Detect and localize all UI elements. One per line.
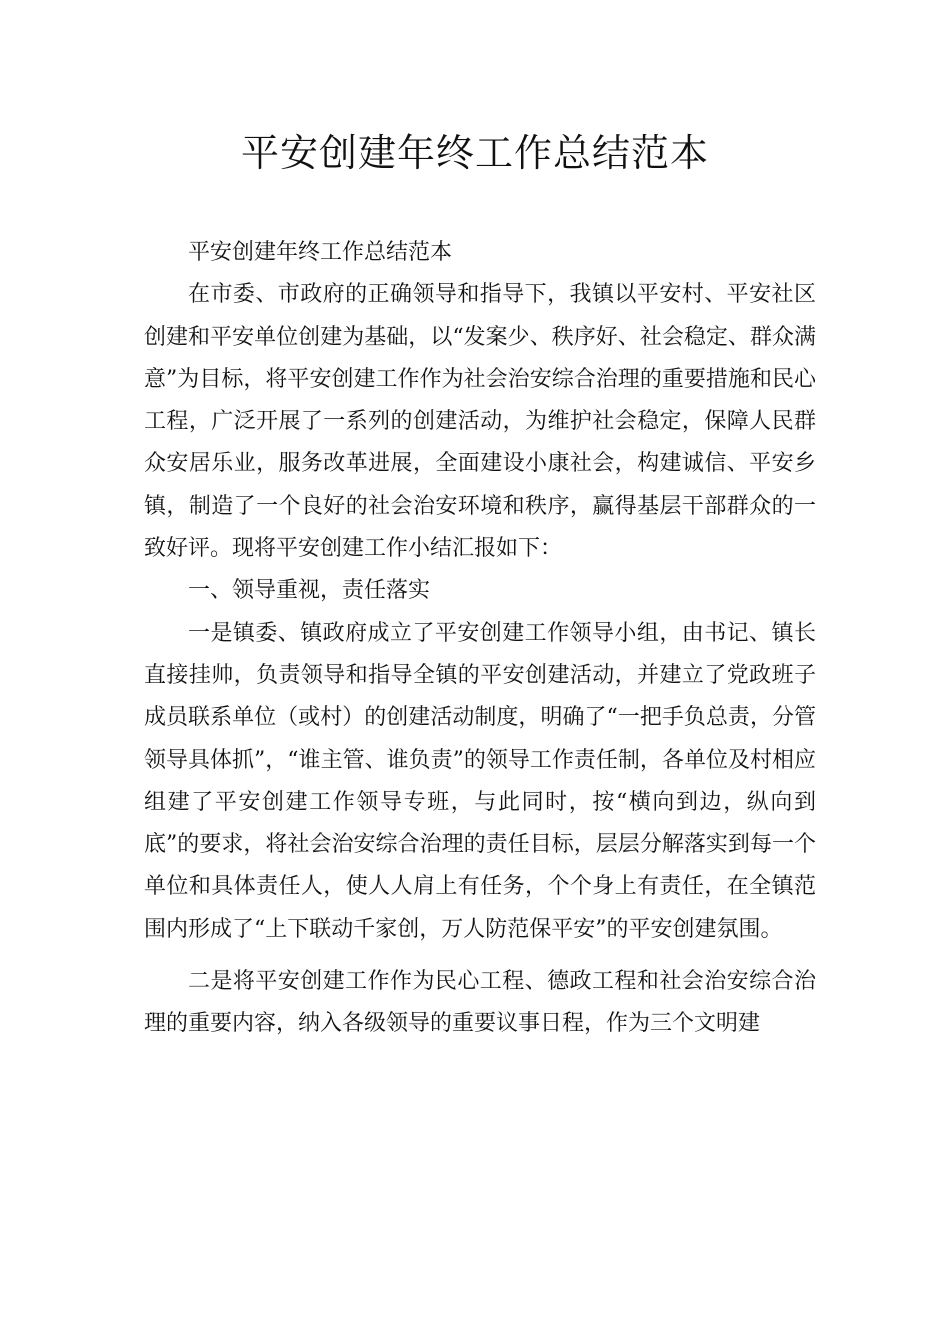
paragraph-point-2: 二是将平安创建工作作为民心工程、德政工程和社会治安综合治理的重要内容，纳入各级领导的重要议事日程，作为三个文明建: [144, 969, 816, 1037]
paragraph-subtitle: 平安创建年终工作总结范本: [188, 240, 453, 265]
document-title: 平安创建年终工作总结范本: [240, 131, 709, 175]
section-heading-1: 一、领导重视，责任落实: [188, 578, 431, 604]
paragraph-intro: 在市委、市政府的正确领导和指导下，我镇以平安村、平安社区创建和平安单位创建为基础，以“发案少、秩序好、社会稳定、群众满意”为目标，将平安创建工作作为社会治安综合治理的重要措施和民心工程，广泛开展了一系列的创建活动，为维护社会稳定，保障人民群众安居乐业，服务改革进展，全面建设小康社会，构建诚信、平安乡镇，制造了一个良好的社会治安环境和秩序，赢得基层干部群众的一致好评。现将平安创建工作小结汇报如下：: [144, 282, 816, 562]
paragraph-point-1: 一是镇委、镇政府成立了平安创建工作领导小组，由书记、镇长直接挂帅，负责领导和指导全镇的平安创建活动，并建立了党政班子成员联系单位（或村）的创建活动制度，明确了“一把手负总责，分管领导具体抓”，“谁主管、谁负责”的领导工作责任制，各单位及村相应组建了平安创建工作领导专班，与此同时，按“横向到边，纵向到底”的要求，将社会治安综合治理的责任目标，层层分解落实到每一个单位和具体责任人，使人人肩上有任务，个个身上有责任，在全镇范围内形成了“上下联动千家创，万人防范保平安”的平安创建氛围。: [144, 620, 816, 942]
document-body: [144, 232, 816, 1046]
